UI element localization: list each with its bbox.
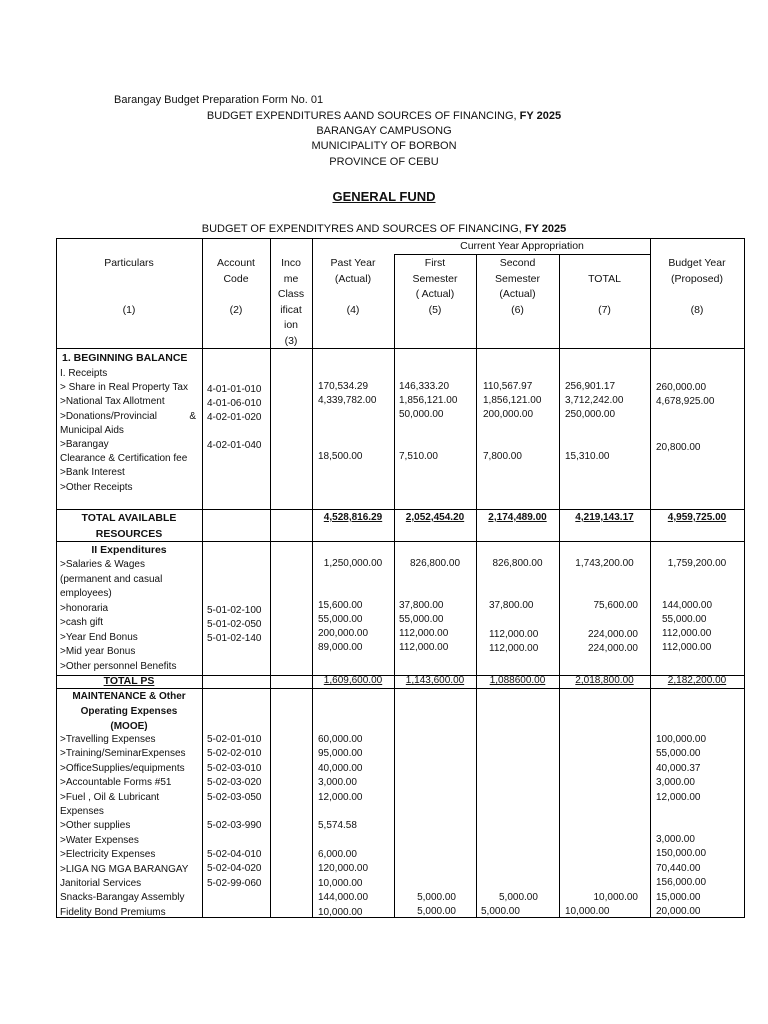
- mooe-total-cell: 10,000.00: [565, 906, 610, 917]
- beginning-second-sem-cell: 110,567.97: [483, 381, 533, 392]
- salaries-second-sem: 826,800.00: [492, 558, 543, 569]
- beginning-first-sem-cell: 146,333.20: [399, 381, 450, 392]
- expenditures-code-cell: 5-01-02-050: [207, 619, 262, 630]
- total-available-label: [56, 511, 202, 542]
- table-title: [0, 222, 768, 237]
- particular-item: Snacks-Barangay Assembly: [60, 892, 185, 904]
- beginning-budget-year-cell: 260,000.00: [656, 382, 707, 393]
- mooe-budget-year-cell: 150,000.00: [656, 848, 707, 860]
- particular-item: Janitorial Services: [60, 878, 142, 890]
- mooe-budget-year-col-a: [656, 733, 706, 805]
- mooe-budget-year-cell: 70,440.00: [656, 862, 701, 874]
- second-sem-header-num: (6): [511, 303, 524, 316]
- beginning-total-cell: 3,712,242.00: [565, 395, 624, 406]
- expenditures-total-cell: 224,000.00: [587, 629, 638, 640]
- barangay-name: BARANGAY CAMPUSONG: [316, 125, 452, 137]
- total-available-first-sem: 2,052,454.20: [405, 512, 465, 523]
- mooe-past-year-cell: 144,000.00: [318, 892, 369, 904]
- mooe-heading: [56, 689, 202, 734]
- municipality-name: MUNICIPALITY OF BORBON: [311, 140, 457, 152]
- particular-item: > Share in Real Property Tax: [60, 382, 188, 394]
- total-available-past-year: 4,528,816.29: [323, 512, 383, 523]
- expenditures-heading: II Expenditures: [91, 544, 167, 556]
- mooe-code-cell: 5-02-03-990: [207, 820, 262, 831]
- first-sem-header: [394, 256, 476, 318]
- mooe-past-year-cell: 60,000.00: [318, 734, 363, 745]
- mooe-past-year-cell: 40,000.00: [318, 762, 363, 774]
- particular-item: >Year End Bonus: [60, 631, 138, 643]
- beginning-total-cell: 250,000.00: [565, 409, 616, 420]
- expenditures-second-sem-cell: 112,000.00: [489, 629, 539, 640]
- expenditures-total-cell: 224,000.00: [587, 643, 638, 654]
- expenditures-second-sem-cell: 112,000.00: [489, 643, 539, 654]
- beginning-first-sem-cell: 50,000.00: [399, 409, 444, 420]
- mooe-first-sem-col: [394, 891, 456, 920]
- particular-item: >Electricity Expenses: [60, 849, 156, 861]
- beginning-budget-year-cell: 20,800.00: [656, 442, 701, 453]
- income-class-header-line: Inco: [281, 257, 301, 269]
- mooe-code-cell: 5-02-01-010: [207, 734, 262, 745]
- particular-item: >Training/SeminarExpenses: [60, 748, 186, 760]
- mooe-codes-col-b: [207, 848, 261, 891]
- expenditures-total-cell: 75,600.00: [593, 600, 638, 611]
- budget-year-header-num: (8): [690, 303, 704, 316]
- expenditures-budget-year-cell: 112,000.00: [662, 628, 712, 639]
- particular-item: Fidelity Bond Premiums: [60, 906, 166, 918]
- mooe-code-cell: 5-02-99-060: [207, 877, 262, 889]
- table-title-main: BUDGET OF EXPENDITYRES AND SOURCES OF FINANCING,: [201, 223, 522, 235]
- mooe-heading-line: (MOOE): [110, 721, 148, 732]
- beginning-code-cell: 4-01-01-010: [207, 384, 262, 395]
- salaries-total: 1,743,200.00: [575, 558, 634, 569]
- total-ps-label: TOTAL PS: [103, 675, 155, 687]
- beginning-budget-year-cell: 4,678,925.00: [656, 396, 715, 407]
- particular-amp: &: [189, 410, 196, 422]
- beginning-second-sem-cell: 1,856,121.00: [483, 395, 542, 406]
- mooe-code-cell: 5-02-03-050: [207, 791, 262, 803]
- table-rule: [202, 238, 203, 918]
- particular-item: I. Receipts: [60, 368, 108, 379]
- mooe-code-cell: 5-02-03-010: [207, 762, 262, 774]
- beginning-total-cell: 15,310.00: [565, 451, 610, 462]
- mooe-heading-line: MAINTENANCE & Other: [72, 691, 186, 702]
- mooe-budget-year-cell: 55,000.00: [656, 748, 701, 760]
- mooe-second-sem-cell: 5,000.00: [499, 892, 538, 903]
- table-rule: [559, 254, 560, 918]
- table-rule: [744, 238, 745, 918]
- second-sem-header-line: (Actual): [499, 288, 536, 300]
- particular-item: >Bank Interest: [60, 467, 125, 479]
- salaries-first-sem: 826,800.00: [409, 558, 461, 569]
- mooe-budget-year-col-b: [656, 833, 706, 919]
- mooe-budget-year-cell: 3,000.00: [656, 834, 695, 845]
- beginning-past-year-cell: 170,534.29: [318, 381, 369, 392]
- expenditures-first-sem-cell: 112,000.00: [399, 642, 449, 653]
- beginning-code-cell: 4-01-06-010: [207, 398, 262, 409]
- mooe-codes-col-a: [207, 733, 261, 805]
- expenditures-code-cell: 5-01-02-140: [207, 633, 262, 644]
- first-sem-header-line: ( Actual): [415, 288, 455, 300]
- particular-item: >Fuel , Oil & Lubricant: [60, 791, 160, 803]
- mooe-budget-year-cell: 100,000.00: [656, 734, 707, 745]
- second-sem-header-line: Semester: [495, 272, 540, 285]
- particular-item: >OfficeSupplies/equipments: [60, 762, 185, 774]
- past-year-header: [312, 256, 394, 318]
- total-ps-second-sem: 1,088600.00: [489, 675, 546, 686]
- mooe-second-sem-cell: 5,000.00: [481, 906, 520, 917]
- income-class-header-line: me: [283, 272, 299, 285]
- expenditures-budget-year-cell: 112,000.00: [662, 642, 712, 653]
- particulars-header-num: (1): [122, 303, 136, 316]
- particular-item: >Other supplies: [60, 820, 131, 832]
- particular-item: >Travelling Expenses: [60, 734, 156, 745]
- income-class-header-num: (3): [284, 334, 298, 347]
- expenditures-budget-year-cell: 55,000.00: [662, 614, 707, 625]
- fund-title: GENERAL FUND: [332, 189, 436, 204]
- table-rule: [56, 238, 57, 918]
- mooe-first-sem-cell: 5,000.00: [417, 906, 456, 918]
- mooe-code-cell: 5-02-02-010: [207, 748, 262, 760]
- beginning-past-year-cell: 18,500.00: [318, 451, 363, 462]
- table-rule: [56, 348, 745, 349]
- beginning-balance-heading: 1. BEGINNING BALANCE: [62, 352, 188, 364]
- form-label: Barangay Budget Preparation Form No. 01: [114, 94, 324, 106]
- total-available-label-line: RESOURCES: [95, 527, 163, 540]
- particular-item: >Other Receipts: [60, 481, 133, 493]
- income-class-header-line: ificat: [280, 303, 302, 316]
- total-ps-budget-year: 2,182,200.00: [667, 675, 727, 686]
- table-rule: [394, 254, 395, 918]
- first-sem-header-num: (5): [428, 303, 442, 316]
- province-name: PROVINCE OF CEBU: [329, 156, 439, 168]
- mooe-past-year-cell: 10,000.00: [318, 877, 363, 889]
- beginning-first-sem-cell: 1,856,121.00: [399, 395, 458, 406]
- budget-year-header: [650, 256, 744, 318]
- mooe-budget-year-cell: 3,000.00: [656, 777, 695, 789]
- past-year-header-line: Past Year: [330, 257, 376, 269]
- particular-item: >cash gift: [60, 617, 104, 628]
- account-code-header-num: (2): [229, 303, 243, 316]
- beginning-total-cell: 256,901.17: [565, 381, 616, 392]
- particular-item: >LIGA NG MGA BARANGAY: [60, 863, 189, 875]
- beginning-second-sem-cell: 7,800.00: [483, 451, 522, 462]
- particular-item: >Mid year Bonus: [60, 646, 136, 657]
- mooe-past-year-cell: 120,000.00: [318, 863, 369, 875]
- total-header: [559, 272, 650, 319]
- particular-item: Expenses: [60, 806, 104, 818]
- beginning-second-sem-cell: 200,000.00: [483, 409, 534, 420]
- expenditures-past-year-cell: 55,000.00: [318, 614, 363, 625]
- first-sem-header-line: First: [424, 257, 446, 269]
- mooe-total-cell: 10,000.00: [593, 892, 638, 903]
- expenditures-first-sem-col: [399, 599, 448, 655]
- table-title-year: FY 2025: [524, 223, 567, 235]
- salaries-budget-year: 1,759,200.00: [667, 558, 727, 569]
- budget-year-header-line: (Proposed): [671, 272, 723, 285]
- mooe-budget-year-cell: 12,000.00: [656, 791, 701, 803]
- mooe-code-cell: 5-02-04-010: [207, 849, 262, 860]
- mooe-past-year-col-a: [318, 733, 363, 805]
- mooe-particulars-list: [60, 733, 188, 920]
- total-available-total: 4,219,143.17: [575, 512, 634, 523]
- current-year-group-header: Current Year Appropriation: [460, 240, 584, 252]
- particular-item: >Water Expenses: [60, 834, 139, 846]
- particular-item: >Donations/Provincial: [60, 410, 157, 422]
- particular-item: Municipal Aids: [60, 424, 124, 436]
- expenditures-past-year-cell: 200,000.00: [318, 628, 369, 639]
- mooe-past-year-cell: 10,000.00: [318, 906, 363, 918]
- particular-item-donations: [60, 410, 196, 424]
- expenditures-budget-year-col: [662, 599, 712, 655]
- mooe-budget-year-cell: 40,000.37: [656, 762, 701, 774]
- first-sem-header-line: Semester: [412, 272, 458, 285]
- expenditures-code-cell: 5-01-02-100: [207, 605, 262, 616]
- total-available-budget-year: 4,959,725.00: [667, 512, 727, 523]
- expenditures-past-year-cell: 89,000.00: [318, 642, 363, 653]
- mooe-past-year-cell: 12,000.00: [318, 791, 363, 803]
- particular-item: (permanent and casual: [60, 573, 163, 585]
- beginning-code-cell: 4-02-01-040: [207, 440, 262, 451]
- beginning-past-year-cell: 4,339,782.00: [318, 395, 377, 406]
- form-title-main: BUDGET EXPENDITURES AAND SOURCES OF FINANCING,: [206, 110, 517, 122]
- total-ps-total: 2,018,800.00: [575, 675, 634, 686]
- beginning-first-sem-cell: 7,510.00: [399, 451, 438, 462]
- account-code-header-line: Account: [217, 257, 255, 269]
- table-rule: [650, 238, 651, 918]
- mooe-code-cell: 5-02-04-020: [207, 863, 262, 875]
- mooe-past-year-cell: 5,574.58: [318, 820, 357, 831]
- second-sem-header: [476, 256, 559, 318]
- mooe-budget-year-cell: 15,000.00: [656, 891, 701, 903]
- budget-year-header-line: Budget Year: [668, 257, 726, 269]
- expenditures-past-year-cell: 15,600.00: [318, 600, 363, 611]
- mooe-budget-year-cell: 156,000.00: [656, 877, 707, 889]
- particular-item: >Accountable Forms #51: [60, 777, 172, 789]
- table-rule: [56, 509, 745, 510]
- particulars-header: [56, 256, 202, 318]
- expenditures-first-sem-cell: 55,000.00: [399, 614, 444, 625]
- table-rule: [312, 238, 313, 918]
- particular-item: >Barangay: [60, 439, 109, 451]
- expenditures-first-sem-cell: 112,000.00: [399, 628, 449, 639]
- income-class-header-line: ion: [283, 319, 298, 331]
- expenditures-second-sem-cell: 37,800.00: [489, 600, 534, 611]
- past-year-header-num: (4): [346, 303, 360, 316]
- mooe-past-year-cell: 3,000.00: [318, 777, 357, 789]
- income-class-header: [270, 256, 312, 349]
- expenditures-particulars-list: [60, 558, 176, 674]
- particular-item: >honoraria: [60, 602, 109, 614]
- particular-item: >National Tax Allotment: [60, 396, 165, 408]
- beginning-code-cell: 4-02-01-020: [207, 412, 262, 423]
- mooe-first-sem-cell: 5,000.00: [417, 892, 456, 903]
- form-title: [0, 109, 768, 124]
- total-ps-first-sem: 1,143,600.00: [405, 675, 465, 686]
- mooe-heading-line: Operating Expenses: [80, 706, 178, 717]
- mooe-code-cell: 5-02-03-020: [207, 777, 262, 789]
- account-code-header-line: Code: [223, 272, 249, 285]
- mooe-past-year-cell: 95,000.00: [318, 748, 363, 760]
- mooe-past-year-cell: 6,000.00: [318, 849, 357, 860]
- total-header-label: TOTAL: [588, 272, 621, 285]
- total-header-num: (7): [598, 303, 611, 316]
- expenditures-past-year-col: [318, 599, 368, 655]
- expenditures-first-sem-cell: 37,800.00: [399, 600, 444, 611]
- mooe-budget-year-cell: 20,000.00: [656, 906, 701, 918]
- total-ps-past-year: 1,609,600.00: [323, 675, 383, 686]
- expenditures-budget-year-cell: 144,000.00: [662, 600, 713, 611]
- salaries-past-year: 1,250,000.00: [323, 558, 383, 569]
- mooe-past-year-col-b: [318, 848, 368, 920]
- budget-table: [56, 238, 745, 918]
- particular-item: employees): [60, 588, 112, 599]
- second-sem-header-line: Second: [499, 257, 536, 269]
- beginning-particulars-list: [60, 367, 196, 495]
- account-code-header: [202, 256, 270, 318]
- form-title-year: FY 2025: [519, 110, 562, 122]
- particular-item: Clearance & Certification fee: [60, 453, 188, 465]
- table-rule: [476, 254, 477, 918]
- income-class-header-line: Class: [277, 288, 305, 300]
- particulars-header-label: Particulars: [104, 257, 154, 269]
- past-year-header-line: (Actual): [334, 272, 372, 285]
- particular-item: >Salaries & Wages: [60, 559, 145, 570]
- particular-item: >Other personnel Benefits: [60, 660, 177, 672]
- total-available-label-line: TOTAL AVAILABLE: [81, 512, 177, 524]
- total-available-second-sem: 2,174,489.00: [488, 512, 547, 523]
